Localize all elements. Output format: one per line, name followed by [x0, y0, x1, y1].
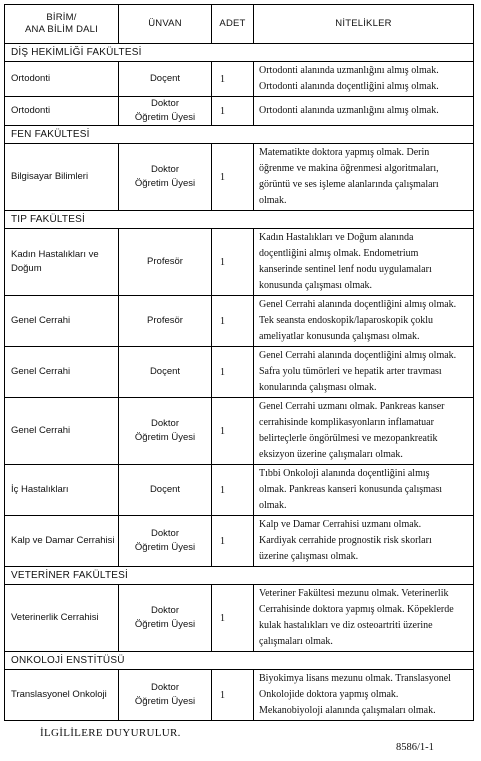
qualification-line: Tıbbi Onkoloji alanında doçentliğini almış — [259, 468, 430, 479]
qualification-line: Ortodonti alanında doçentliğini almış olmak. — [259, 81, 439, 92]
section-row — [5, 652, 474, 670]
qualifications-cell — [254, 97, 474, 126]
title-text: Doçent — [149, 73, 181, 84]
qualifications-cell — [254, 347, 474, 398]
qualification-line: Ortodonti alanında uzmanlığını almış olmak. — [259, 65, 439, 76]
qualification-line: Genel Cerrahi alanında doçentliğini almış olmak. — [259, 299, 457, 310]
qualification-line: kanserinde sentinel lenf nodu uygulamaları — [259, 264, 432, 275]
table-header-row — [5, 5, 474, 44]
qualifications-cell — [254, 398, 474, 465]
count-cell: 1 — [212, 516, 254, 567]
qualification-line: Veteriner Fakültesi mezunu olmak. Veterinerlik — [259, 588, 449, 599]
qualification-line: Kardiyak cerrahide prognostik risk skorları — [259, 535, 432, 546]
table-row — [5, 229, 474, 296]
title-cell — [119, 97, 212, 126]
count-cell: 1 — [212, 585, 254, 652]
department-cell: Kalp ve Damar Cerrahisi — [5, 516, 119, 567]
qualification-line: görüntü ve ses işleme alanlarında çalışmaları — [259, 179, 439, 190]
qualification-line: çalışmaları olmak. — [259, 636, 333, 647]
qualification-line: Genel Cerrahi uzmanı olmak. Pankreas kanser — [259, 401, 445, 412]
title-text: Doktor Öğretim Üyesi — [134, 418, 196, 443]
qualification-line: üzerine çalışması olmak. — [259, 551, 359, 562]
table-row — [5, 347, 474, 398]
department-cell: Genel Cerrahi — [5, 296, 119, 347]
header-unit — [5, 5, 119, 44]
qualification-line: olmak. — [259, 500, 287, 511]
count-cell: 1 — [212, 465, 254, 516]
qualification-line: doçentliğini almış olmak. Endometrium — [259, 248, 419, 259]
qualifications-cell — [254, 62, 474, 97]
qualifications-cell — [254, 516, 474, 567]
title-cell — [119, 347, 212, 398]
qualification-line: Tek seansta endoskopik/laparoskopik çoklu — [259, 315, 433, 326]
title-text: Doktor Öğretim Üyesi — [134, 682, 196, 707]
department-cell: İç Hastalıkları — [5, 465, 119, 516]
qualification-line: Kalp ve Damar Cerrahisi uzmanı olmak. — [259, 519, 422, 530]
title-cell — [119, 144, 212, 211]
title-text: Profesör — [147, 256, 183, 267]
section-row — [5, 211, 474, 229]
title-text: Doçent — [149, 484, 181, 495]
qualifications-cell — [254, 670, 474, 721]
qualification-line: Genel Cerrahi alanında doçentliğini almış olmak. — [259, 350, 457, 361]
qualifications-cell — [254, 144, 474, 211]
count-cell: 1 — [212, 347, 254, 398]
qualification-line: Biyokimya lisans mezunu olmak. Translasyonel — [259, 673, 451, 684]
qualification-line: ameliyatlar konusunda çalışması olmak. — [259, 331, 420, 342]
table-row — [5, 585, 474, 652]
qualification-line: Ortodonti alanında uzmanlığını almış olmak. — [259, 105, 439, 116]
table-row — [5, 516, 474, 567]
qualification-line: belirteçlerle öngörülmesi ve mezopankreatik — [259, 433, 438, 444]
qualifications-cell — [254, 229, 474, 296]
title-text: Doçent — [149, 366, 181, 377]
qualification-line: Mekanobiyoloji alanında çalışmaları olmak. — [259, 705, 436, 716]
section-title: VETERİNER FAKÜLTESİ — [5, 567, 474, 585]
count-cell: 1 — [212, 398, 254, 465]
header-count: ADET — [212, 5, 254, 44]
qualification-line: Cerrahisinde doktora yapmış olmak. Köpeklerde — [259, 604, 454, 615]
section-row — [5, 567, 474, 585]
title-cell — [119, 516, 212, 567]
qualification-line: öğrenme ve makina öğrenmesi algoritmaları, — [259, 163, 439, 174]
header-qualifications: NİTELİKLER — [254, 5, 474, 44]
title-cell — [119, 585, 212, 652]
header-unit-line2: ANA BİLİM DALI — [24, 24, 99, 35]
section-row — [5, 126, 474, 144]
title-cell — [119, 465, 212, 516]
title-cell — [119, 229, 212, 296]
table-body — [5, 44, 474, 721]
title-cell — [119, 62, 212, 97]
header-unit-line1: BİRİM/ — [46, 12, 77, 23]
department-cell: Genel Cerrahi — [5, 347, 119, 398]
qualification-line: Onkolojide doktora yapmış olmak. — [259, 689, 399, 700]
title-text: Profesör — [147, 315, 183, 326]
section-title: ONKOLOJİ ENSTİTÜSÜ — [5, 652, 474, 670]
qualification-line: Kadın Hastalıkları ve Doğum alanında — [259, 232, 414, 243]
qualification-line: olmak. Pankreas kanseri konusunda çalışması — [259, 484, 443, 495]
section-title: FEN FAKÜLTESİ — [5, 126, 474, 144]
announcement-text: İLGİLİLERE DUYURULUR. — [40, 727, 181, 739]
department-cell: Ortodonti — [5, 97, 119, 126]
title-text: Doktor Öğretim Üyesi — [134, 98, 196, 123]
department-cell: Genel Cerrahi — [5, 398, 119, 465]
positions-table — [4, 4, 474, 721]
qualification-line: kulak hastalıkları ve diz osteoartriti üzerine — [259, 620, 433, 631]
table-row — [5, 670, 474, 721]
header-title: ÜNVAN — [119, 5, 212, 44]
department-cell: Kadın Hastalıkları ve Doğum — [5, 229, 119, 296]
table-row — [5, 144, 474, 211]
count-cell: 1 — [212, 97, 254, 126]
section-row — [5, 44, 474, 62]
table-row — [5, 465, 474, 516]
qualifications-cell — [254, 585, 474, 652]
department-cell: Ortodonti — [5, 62, 119, 97]
title-cell — [119, 670, 212, 721]
section-title: DİŞ HEKİMLİĞİ FAKÜLTESİ — [5, 44, 474, 62]
count-cell: 1 — [212, 670, 254, 721]
document-page — [4, 4, 473, 721]
department-cell: Translasyonel Onkoloji — [5, 670, 119, 721]
title-text: Doktor Öğretim Üyesi — [134, 605, 196, 630]
qualification-line: konusunda çalışması olmak. — [259, 280, 373, 291]
table-row — [5, 296, 474, 347]
title-text: Doktor Öğretim Üyesi — [134, 528, 196, 553]
count-cell: 1 — [212, 229, 254, 296]
qualifications-cell — [254, 465, 474, 516]
title-cell — [119, 296, 212, 347]
count-cell: 1 — [212, 144, 254, 211]
document-code: 8586/1-1 — [396, 742, 434, 753]
table-row — [5, 398, 474, 465]
count-cell: 1 — [212, 296, 254, 347]
qualification-line: konularında çalışması olmak. — [259, 382, 377, 393]
department-cell: Veterinerlik Cerrahisi — [5, 585, 119, 652]
qualification-line: eksizyon üzerine çalışmaları olmak. — [259, 449, 403, 460]
table-row — [5, 62, 474, 97]
title-cell — [119, 398, 212, 465]
department-cell: Bilgisayar Bilimleri — [5, 144, 119, 211]
qualification-line: cerrahisinde komplikasyonların inflamatuar — [259, 417, 434, 428]
qualification-line: Matematikte doktora yapmış olmak. Derin — [259, 147, 430, 158]
qualification-line: Safra yolu tümörleri ve hepatik arter travması — [259, 366, 442, 377]
count-cell: 1 — [212, 62, 254, 97]
qualification-line: olmak. — [259, 195, 287, 206]
qualifications-cell — [254, 296, 474, 347]
title-text: Doktor Öğretim Üyesi — [134, 164, 196, 189]
table-row — [5, 97, 474, 126]
section-title: TIP FAKÜLTESİ — [5, 211, 474, 229]
